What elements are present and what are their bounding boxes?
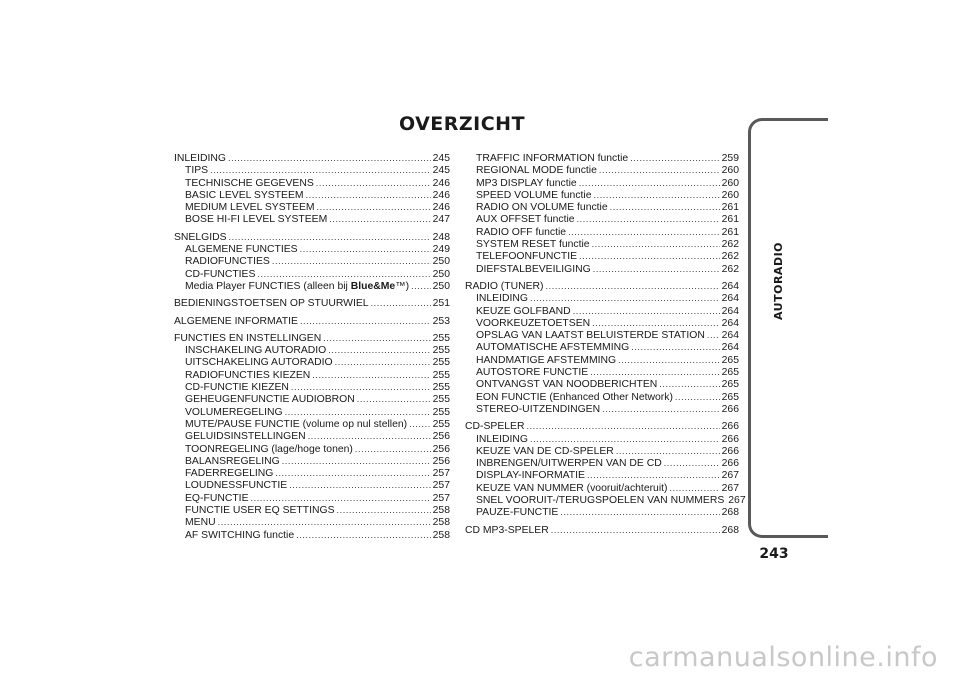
dot-leader [526,420,719,432]
toc-entry-label: AUTOSTORE FUNCTIE [476,367,589,379]
toc-entry-label: LOUDNESSFUNCTIE [185,480,288,492]
toc-entry-label: MENU [185,517,216,529]
toc-entry[interactable] [174,164,450,176]
toc-entry[interactable] [465,524,739,536]
toc-entry-label: MP3 DISPLAY functie [476,177,577,189]
toc-entry[interactable] [465,457,739,469]
toc-entry-page: 266 [721,445,739,457]
toc-entry-page: 258 [432,517,450,529]
toc-entry-page: 257 [432,468,450,480]
toc-entry[interactable] [174,315,450,327]
toc-entry-page: 246 [432,189,450,201]
toc-entry-page: 264 [721,317,739,329]
toc-entry[interactable] [174,418,450,430]
toc-entry-label: KEUZE GOLFBAND [476,305,571,317]
dot-leader [675,391,720,403]
dot-leader [300,315,431,327]
toc-entry[interactable] [465,420,739,432]
toc-entry[interactable] [465,226,739,238]
toc-entry-label: EON FUNCTIE (Enhanced Other Network) [476,391,673,403]
toc-entry[interactable] [174,344,450,356]
dot-leader [592,238,720,250]
toc-entry-label: CD-FUNCTIE KIEZEN [185,382,289,394]
toc-entry-label [185,281,409,293]
toc-entry-label: CD-FUNCTIES [185,268,256,280]
toc-entry[interactable] [465,469,739,481]
toc-entry[interactable] [174,443,450,455]
toc-entry[interactable] [174,467,450,479]
toc-entry[interactable] [465,403,739,415]
dot-leader [573,305,720,317]
toc-entry-page: 265 [721,391,739,403]
toc-entry[interactable] [174,492,450,504]
toc-entry-page: 253 [432,315,450,327]
toc-entry-page: 255 [432,357,450,369]
toc-entry-page: 251 [432,298,450,310]
toc-entry[interactable] [174,516,450,528]
dot-leader [707,329,720,341]
toc-entry[interactable] [465,354,739,366]
toc-entry-label: INLEIDING [476,433,528,445]
dot-leader [587,469,720,481]
toc-entry-page: 255 [432,369,450,381]
dot-leader [551,524,720,536]
toc-entry-label: DIEFSTALBEVEILIGING [476,263,591,275]
dot-leader [530,433,720,445]
toc-entry[interactable] [465,164,739,176]
toc-entry[interactable] [465,378,739,390]
toc-entry-label: FADERREGELING [185,468,274,480]
dot-leader [285,406,431,418]
toc-left-column [174,152,450,541]
toc-entry[interactable] [174,479,450,491]
toc-entry-label: FUNCTIE USER EQ SETTINGS [185,505,335,517]
page-number: 243 [759,546,789,562]
toc-entry-page: 255 [432,382,450,394]
toc-entry[interactable] [465,366,739,378]
toc-entry-label: VOORKEUZETOETSEN [476,317,591,329]
toc-entry-label: BALANSREGELING [185,455,280,467]
toc-entry-page: 260 [721,177,739,189]
label-suffix: ™) [395,280,410,292]
toc-entry-page: 255 [432,418,450,430]
toc-entry-label: ONTVANGST VAN NOODBERICHTEN [476,379,658,391]
toc-entry-label: MEDIUM LEVEL SYSTEEM [185,202,315,214]
toc-entry[interactable] [174,213,450,225]
toc-entry-page: 266 [721,421,739,433]
toc-entry-page: 259 [721,153,739,164]
toc-entry-page: 268 [721,507,739,519]
dot-leader [323,332,430,344]
dot-leader [328,344,430,356]
dot-leader [594,189,720,201]
toc-entry[interactable] [465,329,739,341]
dot-leader [568,226,720,238]
dot-leader [592,317,720,329]
dot-leader [618,354,720,366]
toc-entry-page: 262 [721,251,739,263]
toc-entry-label: REGIONAL MODE functie [476,165,597,177]
toc-entry[interactable] [465,280,739,292]
toc-entry[interactable] [174,189,450,201]
toc-entry-label: TRAFFIC INFORMATION functie [476,153,629,164]
toc-entry[interactable] [465,263,739,275]
toc-entry-page: 255 [432,394,450,406]
toc-entry[interactable] [465,341,739,353]
dot-leader [316,177,431,189]
toc-entry-page: 250 [432,280,450,292]
toc-entry-page: 267 [728,495,746,507]
toc-entry-label: SPEED VOLUME functie [476,189,592,201]
toc-entry[interactable] [174,406,450,418]
toc-entry-page: 246 [432,202,450,214]
toc-entry[interactable] [174,381,450,393]
toc-entry-label: TIPS [185,165,209,177]
toc-entry-label: INLEIDING [476,293,528,305]
dot-leader [371,297,431,309]
toc-entry-label: OPSLAG VAN LAATST BELUISTERDE STATION [476,330,705,342]
toc-entry-label: KEUZE VAN NUMMER (vooruit/achteruit) [476,482,668,494]
toc-entry-page: 265 [721,354,739,366]
toc-entry-label: RADIO ON VOLUME functie [476,202,608,214]
toc-entry-label: MUTE/PAUSE FUNCTIE (volume op nul stellen) [185,418,408,430]
toc-entry-label: CD MP3-SPELER [465,524,549,536]
toc-entry[interactable] [174,255,450,267]
toc-entry[interactable] [174,152,450,164]
toc-entry-page: 245 [432,153,450,164]
dot-leader [593,263,720,275]
toc-entry-page: 266 [721,433,739,445]
toc-entry[interactable] [174,393,450,405]
dot-leader [337,504,431,516]
toc-entry-label: SYSTEM RESET functie [476,239,590,251]
dot-leader [282,455,431,467]
toc-entry-label: BASIC LEVEL SYSTEEM [185,189,304,201]
dot-leader [289,479,430,491]
toc-entry-page: 265 [721,379,739,391]
toc-entry-page: 248 [432,231,450,243]
dot-leader [411,280,431,292]
toc-entry[interactable] [174,280,450,292]
toc-entry-page: 258 [432,505,450,517]
toc-entry-label: TOONREGELING (lage/hoge tonen) [185,443,353,455]
toc-entry[interactable] [465,201,739,213]
watermark: carmanualsonline.info [628,642,938,673]
toc-entry[interactable] [465,152,739,164]
dot-leader [210,164,431,176]
toc-right-column [465,152,746,536]
toc-entry[interactable] [174,369,450,381]
dot-leader [291,381,431,393]
toc-entry-page: 260 [721,189,739,201]
toc-entry-label: DISPLAY-INFORMATIE [476,470,585,482]
dot-leader [616,445,720,457]
toc-entry[interactable] [174,231,450,243]
toc-entry-page: 250 [432,256,450,268]
toc-entry[interactable] [174,297,450,309]
toc-entry[interactable] [465,445,739,457]
dot-leader [229,231,431,243]
toc-entry-label: ALGEMENE FUNCTIES [185,244,298,256]
toc-entry[interactable] [174,332,450,344]
toc-entry-page: 245 [432,165,450,177]
toc-entry-page: 267 [721,470,739,482]
dot-leader [590,366,719,378]
toc-entry-page: 250 [432,268,450,280]
toc-entry-label: RADIOFUNCTIES KIEZEN [185,369,311,381]
dot-leader [602,403,720,415]
dot-leader [546,280,720,292]
toc-entry-label: INBRENGEN/UITWERPEN VAN DE CD [476,458,662,470]
toc-entry-page: 258 [432,529,450,541]
toc-entry[interactable] [465,494,746,507]
dot-leader [664,457,720,469]
toc-entry[interactable] [465,238,739,250]
toc-entry[interactable] [465,292,739,304]
dot-leader [329,213,430,225]
toc-entry-label: INSCHAKELING AUTORADIO [185,345,327,357]
dot-leader [631,341,719,353]
toc-entry[interactable] [174,201,450,213]
toc-entry-page: 266 [721,403,739,415]
toc-entry-page: 260 [721,165,739,177]
toc-entry-page: 265 [721,367,739,379]
toc-entry-page: 261 [721,202,739,214]
toc-entry-page: 266 [721,458,739,470]
toc-entry-label: KEUZE VAN DE CD-SPELER [476,445,614,457]
toc-entry-label: ALGEMENE INFORMATIE [174,315,298,327]
dot-leader [659,378,719,390]
dot-leader [228,152,431,164]
toc-entry-label: AF SWITCHING functie [185,529,295,541]
toc-entry-page: 255 [432,332,450,344]
toc-entry-page: 256 [432,455,450,467]
toc-entry-label: RADIO (TUNER) [465,280,544,292]
toc-entry[interactable] [174,268,450,280]
toc-entry-label: UITSCHAKELING AUTORADIO [185,357,333,369]
toc-entry-label: STEREO-UITZENDINGEN [476,403,601,415]
toc-entry-page: 264 [721,330,739,342]
dot-leader [579,250,720,262]
dot-leader [300,243,431,255]
dot-leader [308,430,431,442]
toc-entry-page: 264 [721,342,739,354]
toc-entry-page: 267 [721,482,739,494]
toc-entry-page: 262 [721,263,739,275]
toc-entry-label: BEDIENINGSTOETSEN OP STUURWIEL [174,298,369,310]
section-tab-text: AUTORADIO [772,241,785,320]
toc-entry-page: 264 [721,280,739,292]
label-prefix: Media Player FUNCTIES (alleen bij [185,280,351,292]
toc-entry[interactable] [465,482,739,494]
toc-entry-page: 247 [432,214,450,226]
toc-entry-label: GELUIDSINSTELLINGEN [185,431,306,443]
dot-leader [577,213,720,225]
dot-leader [312,369,430,381]
toc-entry[interactable] [174,504,450,516]
toc-entry-label: AUX OFFSET functie [476,214,575,226]
toc-entry[interactable] [174,430,450,442]
dot-leader [296,529,431,541]
toc-entry[interactable] [465,433,739,445]
toc-entry[interactable] [174,455,450,467]
toc-entry-page: 261 [721,214,739,226]
toc-entry-label: TECHNISCHE GEGEVENS [185,177,314,189]
dot-leader [317,201,431,213]
toc-entry[interactable] [465,189,739,201]
dot-leader [272,255,431,267]
dot-leader [610,201,720,213]
page-title: OVERZICHT [398,113,526,135]
toc-entry-label: RADIOFUNCTIES [185,256,270,268]
dot-leader [218,516,431,528]
dot-leader [335,356,431,368]
toc-entry-page: 264 [721,293,739,305]
dot-leader [275,467,430,479]
toc-entry-label: RADIO OFF functie [476,226,567,238]
blue-me-brand: Blue&Me [350,280,396,292]
toc-entry[interactable] [465,506,739,518]
toc-entry-page: 255 [432,345,450,357]
toc-entry-label: EQ-FUNCTIE [185,492,249,504]
toc-entry-label: BOSE HI-FI LEVEL SYSTEEM [185,214,328,226]
dot-leader [306,189,431,201]
toc-entry[interactable] [465,391,739,403]
toc-entry-label: SNELGIDS [174,231,227,243]
toc-entry-page: 257 [432,480,450,492]
toc-entry[interactable] [465,250,739,262]
toc-entry[interactable] [465,317,739,329]
dot-leader [355,443,431,455]
toc-entry-label: AUTOMATISCHE AFSTEMMING [476,342,630,354]
toc-entry[interactable] [174,356,450,368]
toc-entry-page: 256 [432,431,450,443]
toc-entry-page: 256 [432,443,450,455]
toc-entry-label: SNEL VOORUIT-/TERUGSPOELEN VAN NUMMERS [476,495,725,507]
dot-leader [599,164,720,176]
dot-leader [579,177,720,189]
toc-entry-label: INLEIDING [174,153,226,164]
toc-entry-page: 261 [721,226,739,238]
dot-leader [560,506,719,518]
toc-entry[interactable] [465,305,739,317]
toc-entry-label: PAUZE-FUNCTIE [476,507,559,519]
toc-entry-label: CD-SPELER [465,421,525,433]
toc-entry[interactable] [465,177,739,189]
toc-entry-page: 249 [432,244,450,256]
toc-entry-label: HANDMATIGE AFSTEMMING [476,354,617,366]
toc-entry[interactable] [174,243,450,255]
toc-entry-label: GEHEUGENFUNCTIE AUDIOBRON [185,394,355,406]
toc-entry[interactable] [174,177,450,189]
dot-leader [251,492,431,504]
dot-leader [630,152,719,164]
dot-leader [530,292,720,304]
dot-leader [670,482,720,494]
toc-entry-page: 255 [432,406,450,418]
toc-entry-page: 262 [721,239,739,251]
dot-leader [357,393,431,405]
toc-entry[interactable] [465,213,739,225]
toc-entry[interactable] [174,529,450,541]
toc-entry-page: 264 [721,305,739,317]
section-tab-frame [748,118,828,538]
toc-entry-label: FUNCTIES EN INSTELLINGEN [174,332,322,344]
toc-entry-label: VOLUMEREGELING [185,406,283,418]
dot-leader [257,268,430,280]
toc-entry-page: 257 [432,492,450,504]
toc-entry-page: 246 [432,177,450,189]
toc-entry-page: 268 [721,524,739,536]
dot-leader [409,418,431,430]
toc-entry-label: TELEFOONFUNCTIE [476,251,578,263]
